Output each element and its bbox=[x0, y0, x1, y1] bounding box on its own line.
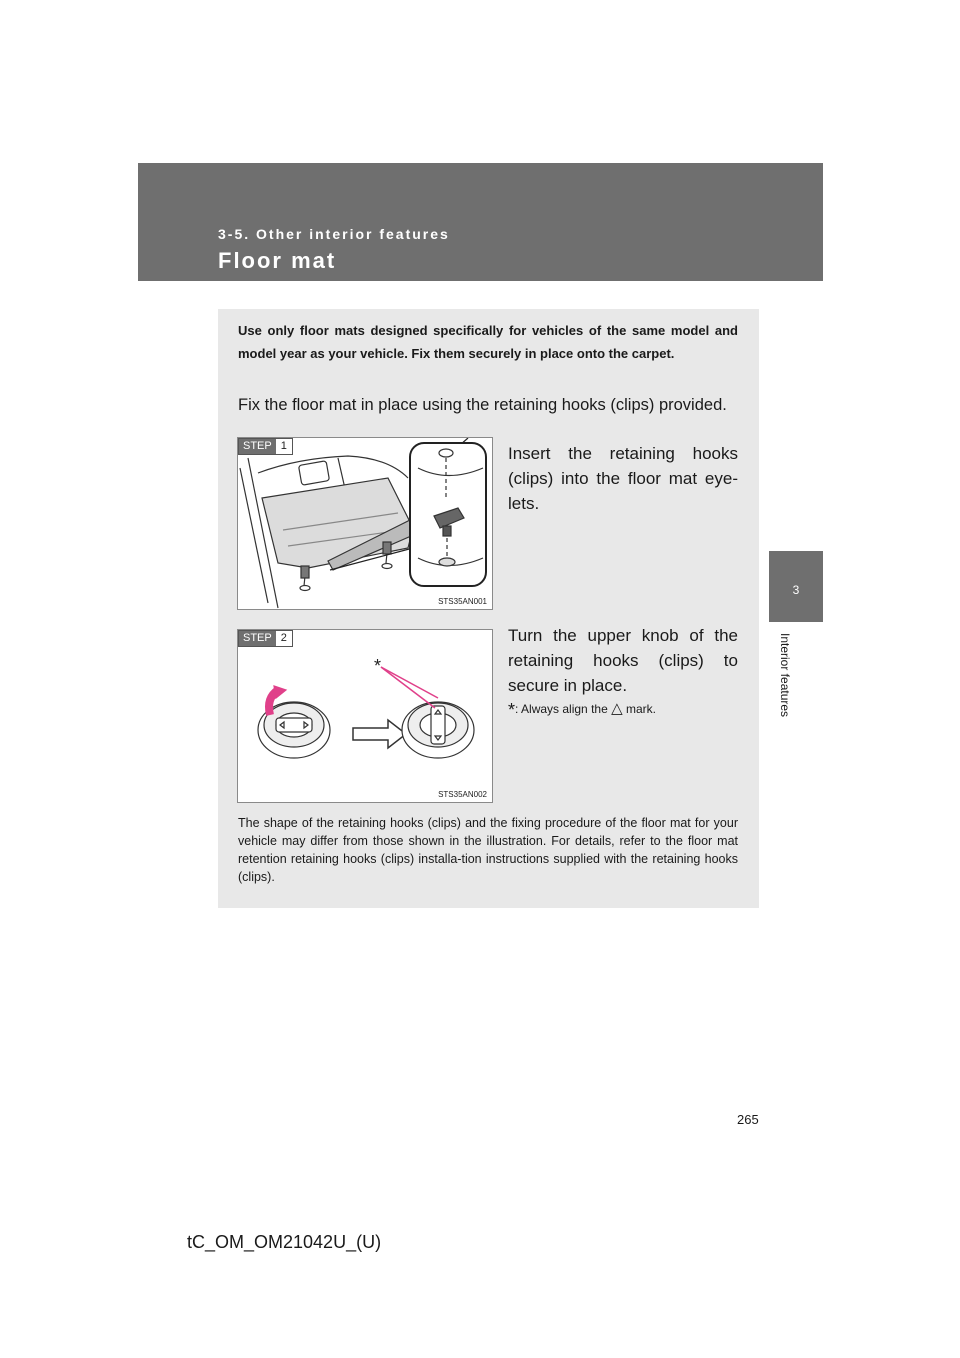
instruction-text: Fix the floor mat in place using the retaining hooks (clips) provided. bbox=[238, 396, 727, 414]
page-title: Floor mat bbox=[218, 248, 337, 273]
step2-text: Turn the upper knob of the retaining hooks (clips) to secure in place. bbox=[508, 626, 738, 695]
intro-text: Use only floor mats designed specifically for vehicles of the same model and model year as your vehicle. Fix them securely in place onto the carpet. bbox=[238, 323, 738, 361]
note-text-after: mark. bbox=[625, 702, 656, 716]
step1-badge-number: 1 bbox=[276, 439, 292, 454]
page-number: 265 bbox=[737, 1112, 759, 1127]
step2-badge-number: 2 bbox=[276, 631, 292, 646]
section-label: 3-5. Other interior features bbox=[218, 226, 450, 242]
clip-rotation-illustration bbox=[238, 630, 492, 802]
content-panel bbox=[218, 309, 759, 908]
note-asterisk: * bbox=[508, 700, 516, 720]
step1-badge-label: STEP bbox=[239, 439, 276, 454]
step2-badge-label: STEP bbox=[239, 631, 276, 646]
chapter-tab[interactable] bbox=[769, 551, 823, 622]
step2-illustration bbox=[237, 629, 493, 803]
note-colon: : bbox=[515, 702, 519, 716]
note-text-before: Always align the bbox=[521, 702, 608, 716]
step1-badge bbox=[238, 438, 293, 455]
callout-star: * bbox=[374, 656, 382, 676]
step1-text: Insert the retaining hooks (clips) into the floor mat eye-lets. bbox=[508, 444, 738, 513]
footnote-text: The shape of the retaining hooks (clips) and the fixing procedure of the floor mat for your vehicle may differ from those shown in the illustration. For details, refer to the floor mat retention retaining hooks (clips) installa-tion instructions supplied with the retaining hooks (clips). bbox=[238, 816, 738, 884]
chapter-number: 3 bbox=[792, 583, 800, 597]
step2-figure-code: STS35AN002 bbox=[438, 790, 487, 799]
floor-mat-illustration bbox=[238, 438, 492, 609]
document-code: tC_OM_OM21042U_(U) bbox=[187, 1232, 382, 1252]
chapter-label: Interior features bbox=[778, 633, 792, 718]
step1-figure-code: STS35AN001 bbox=[438, 597, 487, 606]
step1-illustration bbox=[237, 437, 493, 610]
triangle-mark-icon: △ bbox=[611, 700, 623, 717]
alignment-note bbox=[508, 699, 743, 721]
step2-badge bbox=[238, 630, 293, 647]
